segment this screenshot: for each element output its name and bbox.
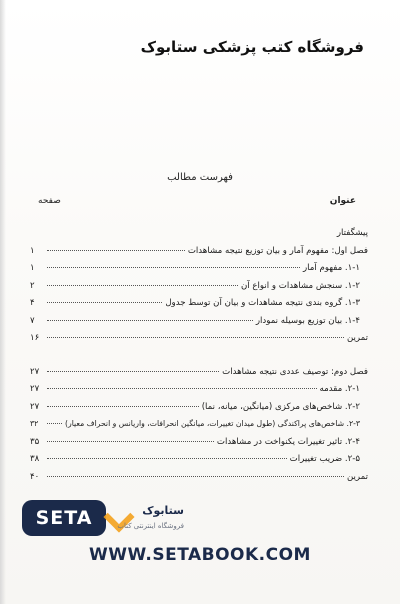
dot-leader [47,320,253,321]
toc-row-page: ۳۸ [30,454,40,464]
toc-row-label: ۲-۲. شاخص‌های مرکزی (میانگین، میانه، نما) [201,401,360,412]
dot-leader [47,337,344,338]
dot-leader [47,250,185,251]
toc-row-section [30,298,368,316]
toc-row-page: ۱ [30,245,35,256]
toc-row-label: ۱-۲. سنجش مشاهدات و انواع آن [240,280,360,291]
dot-leader [47,285,238,286]
toc-row-page: ۲۷ [30,384,40,394]
column-header-topic: عنوان [329,196,356,206]
toc-row-label: فصل اول: مفهوم آمار و بیان توزیع نتیجه مشاهدات [187,245,368,256]
dot-leader [47,371,219,372]
toc-row-chapter-1 [30,246,368,264]
toc-row-section [30,281,368,299]
setabook-watermark [22,498,182,544]
toc-row-label: تمرین [346,333,368,343]
toc-row-page: ۳۵ [30,436,40,447]
table-of-contents [30,228,368,489]
watermark-url: WWW.SETABOOK.COM [89,545,311,565]
toc-row-page: ۲۷ [30,401,40,412]
column-header-page: صفحه [38,196,61,206]
toc-row-section [30,384,368,402]
toc-row-label: تمرین [346,471,368,482]
dot-leader [47,476,344,477]
dot-leader [47,458,287,459]
toc-row-label: ۲-۵. ضریب تغییرات [289,454,360,464]
toc-row-page: ۷ [30,315,35,326]
toc-row-page: ۱ [30,263,35,273]
toc-row-section [30,437,368,455]
toc-row-exercises [30,333,368,351]
toc-row-label: پیشگفتار [336,228,368,238]
toc-row-preface [30,228,368,246]
toc-row-label: ۱-۳. گروه بندی نتیجه مشاهدات و بیان آن توسط جدول [165,298,360,308]
toc-row-section [30,419,368,437]
toc-row-label: ۲-۳. شاخص‌های پراکندگی (طول میدان تغییرات، میانگین انحرافات، واریانس و انحراف معیار) [64,419,360,428]
dot-leader [47,267,300,268]
dot-leader [47,441,214,442]
watermark-store-name: ستابوک [142,504,184,517]
toc-row-chapter-2 [30,367,368,385]
page-edge-shadow [0,0,6,604]
toc-row-exercises [30,472,368,490]
toc-row-page: ۲ [30,280,35,291]
dot-leader [47,406,199,407]
toc-row-label: ۲-۴. تاثیر تغییرات یکنواخت در مشاهدات [216,436,360,447]
toc-row-page: ۴ [30,298,35,308]
toc-row-section [30,316,368,334]
toc-row-page: ۱۶ [30,333,40,343]
store-header-title: فروشگاه کتب پزشکی ستابوک [140,38,364,56]
dot-leader [47,388,317,389]
toc-row-label: فصل دوم: توصیف عددی نتیجه مشاهدات [222,366,368,377]
toc-row-label: ۱-۴. بیان توزیع بوسیله نمودار [255,315,360,326]
dot-leader [47,423,62,424]
toc-row-section [30,402,368,420]
chapter-gap [30,351,368,367]
toc-row-section [30,454,368,472]
watermark-subtitle: فروشگاه اینترنتی کتاب [117,522,184,530]
toc-row-section [30,263,368,281]
dot-leader [47,302,162,303]
toc-row-page: ۲۷ [30,366,40,377]
toc-row-page: ۳۲ [30,419,39,428]
toc-title: فهرست مطالب [167,172,233,183]
setabook-logo: SETA [22,500,106,536]
toc-row-page: ۴۰ [30,471,40,482]
toc-row-label: ۱-۱. مفهوم آمار [303,263,360,273]
toc-row-label: ۲-۱. مقدمه [319,384,360,394]
